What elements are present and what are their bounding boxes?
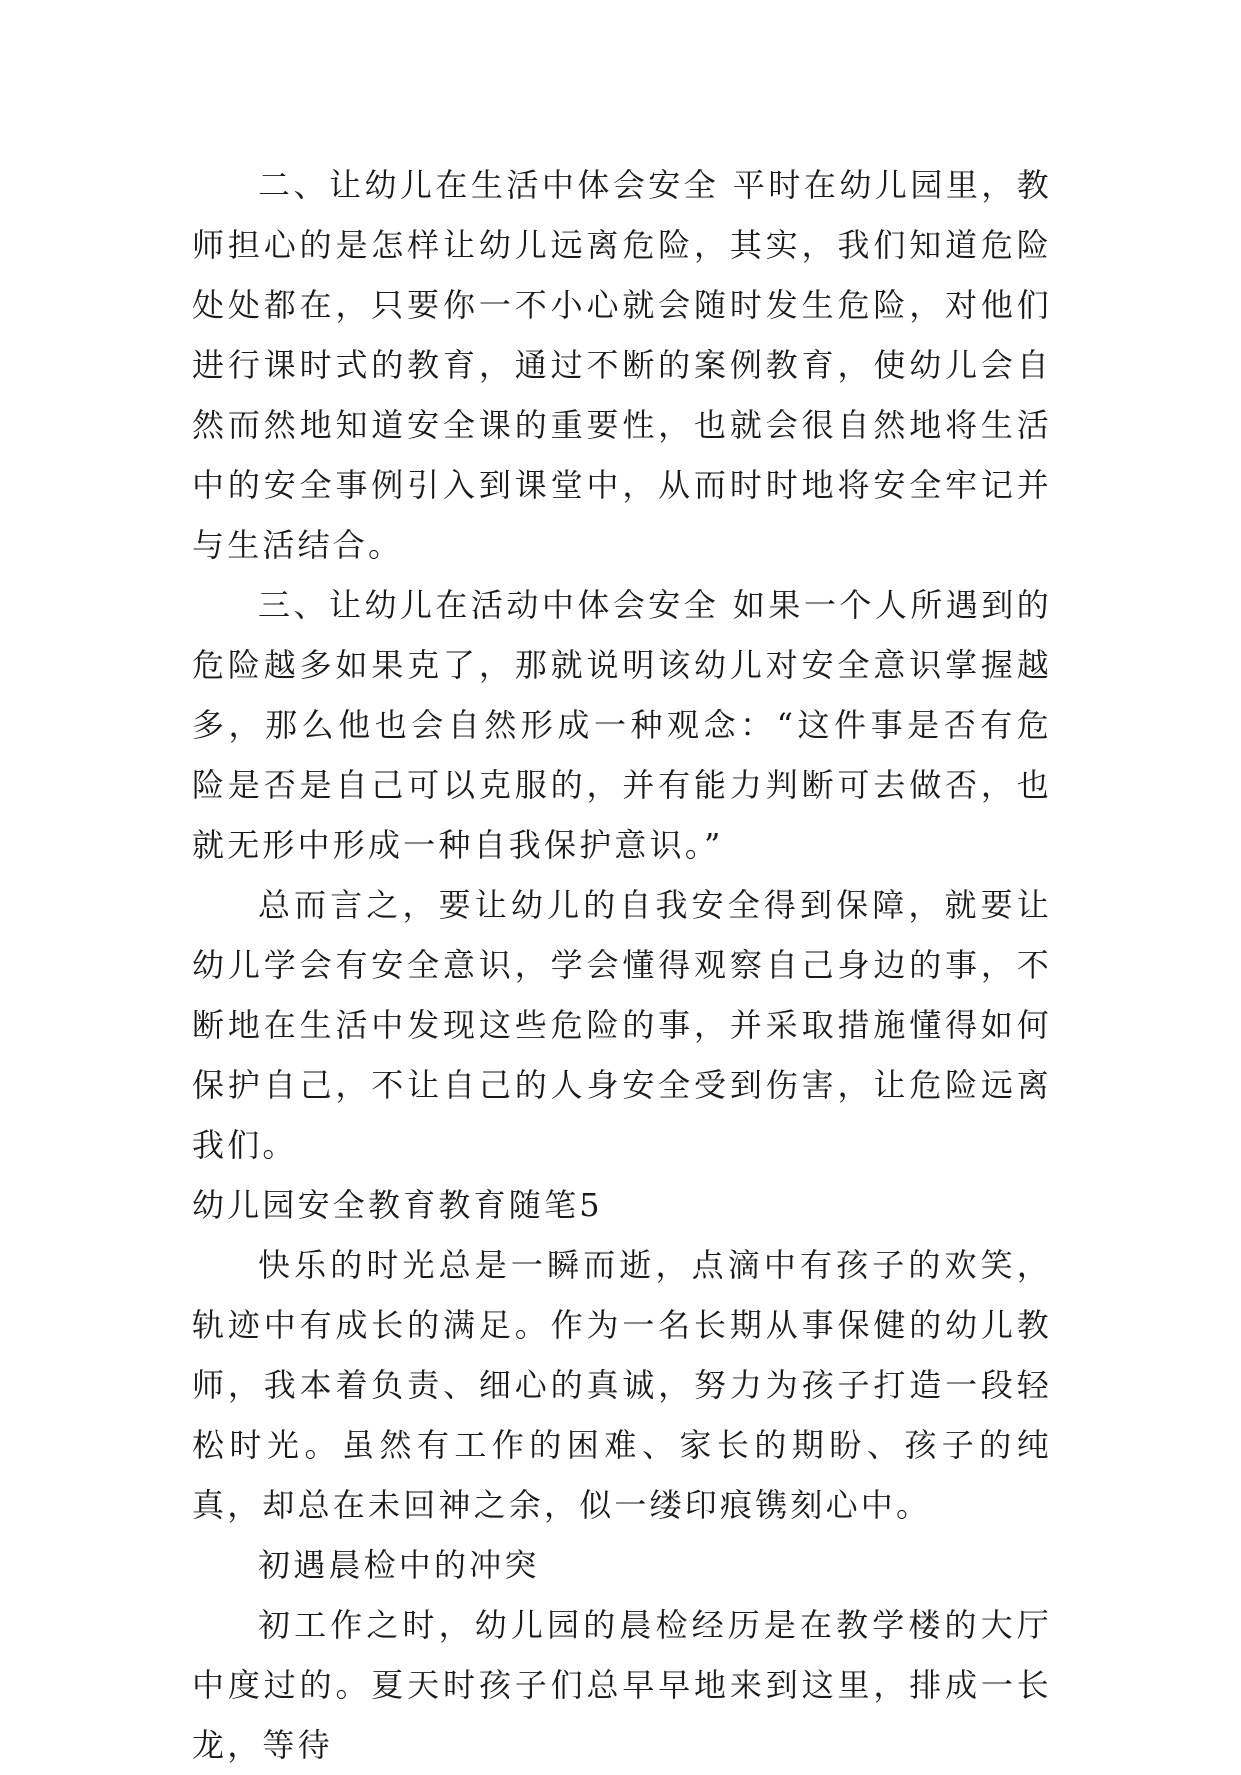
subheading-morning-check: 初遇晨检中的冲突 (258, 1546, 540, 1584)
document-page (192, 155, 1052, 1775)
paragraph-safety-in-life: 二、让幼儿在生活中体会安全 平时在幼儿园里，教师担心的是怎样让幼儿远离危险，其实，我们知道危险处处都在，只要你一不小心就会随时发生危险，对他们进行课时式的教育，通过不断的案例教育，使幼儿会自然而然地知道安全课的重要性，也就会很自然地将生活中的安全事例引入到课堂中，从而时时地将安全牢记并与生活结合。 (192, 166, 1052, 564)
paragraph-summary: 总而言之，要让幼儿的自我安全得到保障，就要让幼儿学会有安全意识，学会懂得观察自己身边的事，不断地在生活中发现这些危险的事，并采取措施懂得如何保护自己，不让自己的人身安全受到伤害，让危险远离我们。 (192, 886, 1052, 1164)
paragraph-morning-check: 初工作之时，幼儿园的晨检经历是在教学楼的大厅中度过的。夏天时孩子们总早早地来到这里，排成一长龙，等待 (192, 1606, 1052, 1764)
paragraph-safety-in-activities: 三、让幼儿在活动中体会安全 如果一个人所遇到的危险越多如果克了，那就说明该幼儿对安全意识掌握越多，那么他也会自然形成一种观念：“这件事是否有危险是否是自己可以克服的，并有能力判断可去做否，也就无形中形成一种自我保护意识。” (192, 586, 1052, 864)
paragraph-intro: 快乐的时光总是一瞬而逝，点滴中有孩子的欢笑，轨迹中有成长的满足。作为一名长期从事保健的幼儿教师，我本着负责、细心的真诚，努力为孩子打造一段轻松时光。虽然有工作的困难、家长的期盼、孩子的纯真，却总在未回神之余，似一缕印痕镌刻心中。 (192, 1246, 1052, 1524)
section-title: 幼儿园安全教育教育随笔5 (192, 1186, 603, 1224)
